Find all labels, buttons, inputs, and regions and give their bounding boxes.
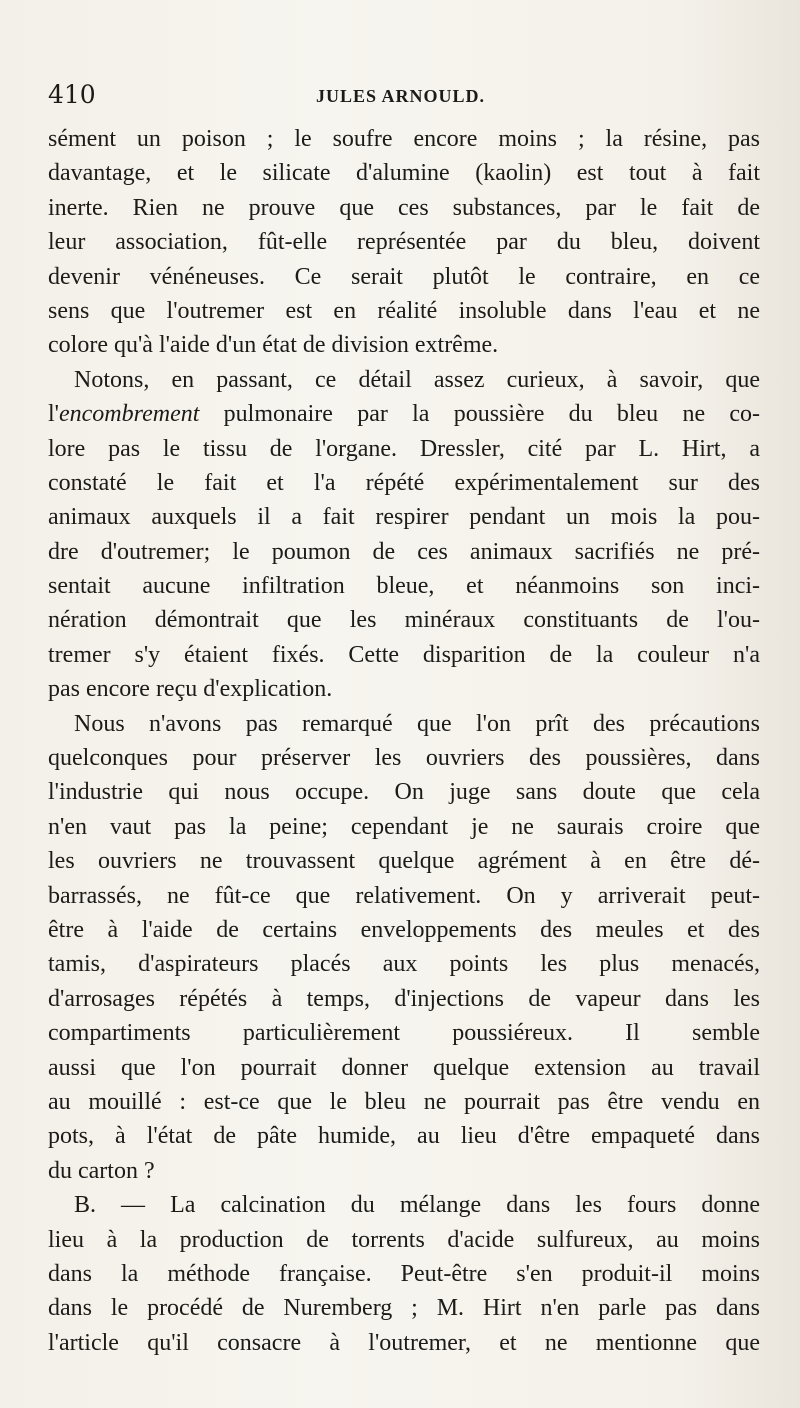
page-header — [48, 80, 760, 116]
text-line: inerte. Rien ne prouve que ces substances, par le fait de — [48, 194, 760, 221]
text-line: sément un poison ; le soufre encore moins ; la résine, pas — [48, 126, 760, 152]
text-line: B. — La calcination du mélange dans les fours donne — [74, 1192, 760, 1219]
text-line: constaté le fait et l'a répété expérimentalement sur des — [48, 469, 760, 496]
text-segment: l' — [48, 401, 59, 428]
text-line: tamis, d'aspirateurs placés aux points les plus menacés, — [48, 951, 760, 978]
text-line: l'article qu'il consacre à l'outremer, et ne mentionne que — [48, 1329, 760, 1356]
text-line: sens que l'outremer est en réalité insoluble dans l'eau et ne — [48, 297, 760, 324]
text-line: sentait aucune infiltration bleue, et néanmoins son inci- — [48, 573, 760, 600]
text-line: pots, à l'état de pâte humide, au lieu d'être empaqueté dans — [48, 1123, 760, 1150]
text-line: colore qu'à l'aide d'un état de division extrême. — [48, 332, 499, 359]
text-line: tremer s'y étaient fixés. Cette disparition de la couleur n'a — [48, 641, 760, 668]
text-line: nération démontrait que les minéraux constituants de l'ou- — [48, 607, 760, 634]
text-line: au mouillé : est-ce que le bleu ne pourrait pas être vendu en — [48, 1088, 760, 1115]
text-line: barrassés, ne fût-ce que relativement. On y arriverait peut- — [48, 882, 760, 909]
body-text — [48, 122, 760, 1360]
text-line: d'arrosages répétés à temps, d'injections de vapeur dans les — [48, 985, 760, 1012]
text-line: Nous n'avons pas remarqué que l'on prît des précautions — [74, 710, 760, 737]
text-line: du carton ? — [48, 1157, 155, 1184]
text-line: dans le procédé de Nuremberg ; M. Hirt n'en parle pas dans — [48, 1295, 760, 1322]
text-line: davantage, et le silicate d'alumine (kaolin) est tout à fait — [48, 160, 760, 187]
text-line: quelconques pour préserver les ouvriers des poussières, dans — [48, 745, 760, 772]
running-head: JULES ARNOULD. — [316, 86, 486, 106]
text-line: aussi que l'on pourrait donner quelque extension au travail — [48, 1054, 760, 1081]
text-line: pas encore reçu d'explication. — [48, 676, 333, 703]
text-line: lore pas le tissu de l'organe. Dressler, cité par L. Hirt, a — [48, 435, 760, 462]
text-line: n'en vaut pas la peine; cependant je ne saurais croire que — [48, 813, 760, 840]
text-line — [48, 397, 760, 431]
italic-term: encombrement — [59, 401, 200, 428]
text-line: compartiments particulièrement poussiéreux. Il semble — [48, 1020, 760, 1047]
page-number: 410 — [48, 80, 96, 109]
text-line: lieu à la production de torrents d'acide sulfureux, au moins — [48, 1226, 760, 1253]
text-segment: pulmonaire par la poussière du bleu ne co- — [199, 401, 760, 428]
text-line: Notons, en passant, ce détail assez curieux, à savoir, que — [74, 366, 760, 393]
text-line: devenir vénéneuses. Ce serait plutôt le contraire, en ce — [48, 263, 760, 290]
text-line: animaux auxquels il a fait respirer pendant un mois la pou- — [48, 504, 760, 531]
text-line: l'industrie qui nous occupe. On juge sans doute que cela — [48, 779, 760, 806]
text-line: dans la méthode française. Peut-être s'en produit-il moins — [48, 1260, 760, 1287]
text-line: dre d'outremer; le poumon de ces animaux sacrifiés ne pré- — [48, 538, 760, 565]
text-line: être à l'aide de certains enveloppements des meules et des — [48, 916, 760, 943]
text-line: les ouvriers ne trouvassent quelque agrément à en être dé- — [48, 848, 760, 875]
text-line: leur association, fût-elle représentée par du bleu, doivent — [48, 229, 760, 256]
